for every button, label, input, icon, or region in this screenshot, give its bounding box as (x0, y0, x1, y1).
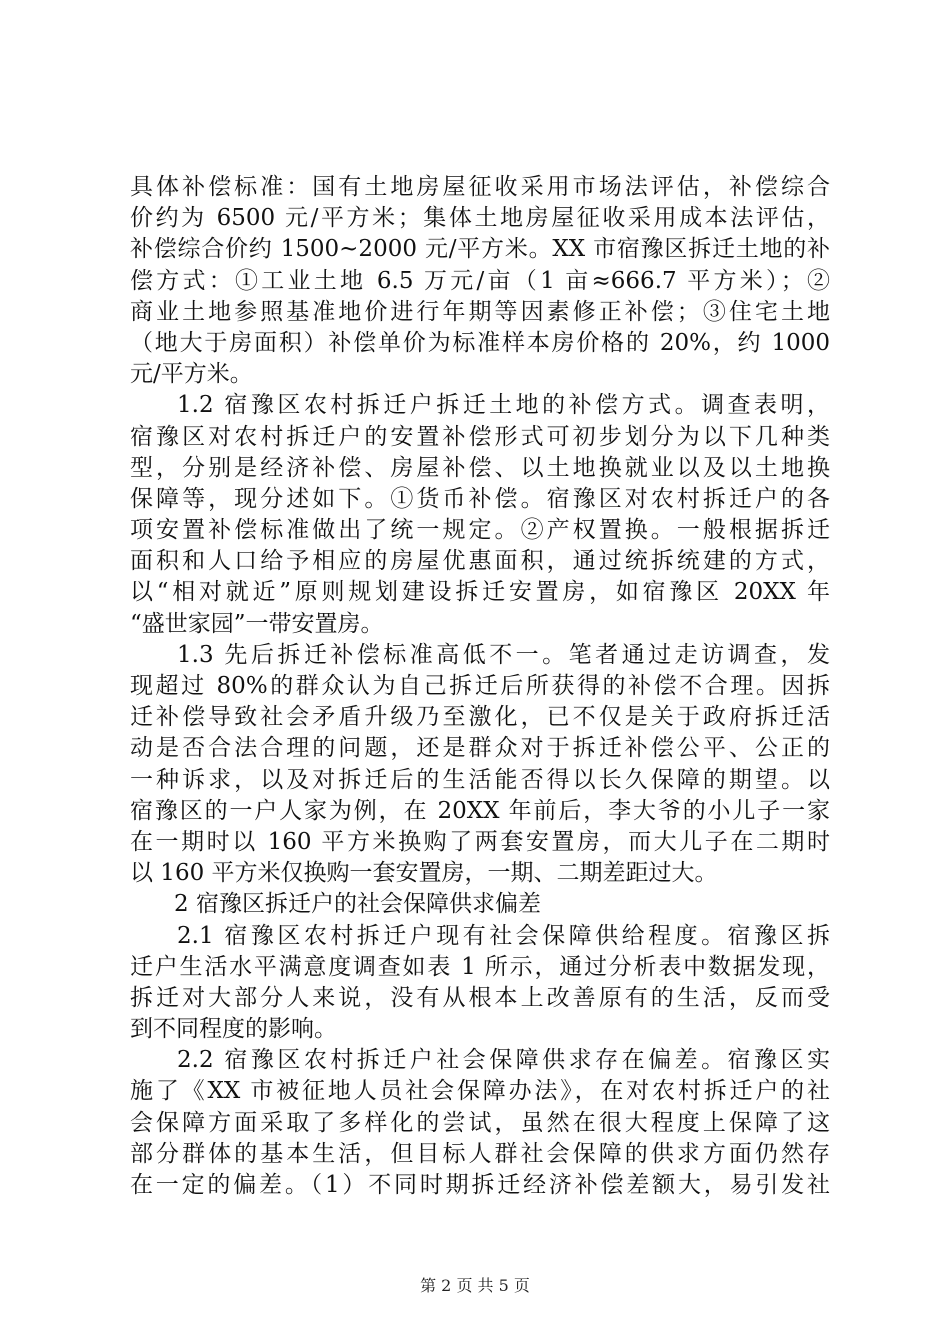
text-line: 面积和人口给予相应的房屋优惠面积，通过统拆统建的方式， (130, 548, 830, 575)
section-1-3-first-line: 1.3 先后拆迁补偿标准高低不一。笔者通过走访调查，发 (177, 641, 830, 668)
section-2-2-first-line: 2.2 宿豫区农村拆迁户社会保障供求存在偏差。宿豫区实 (177, 1047, 830, 1074)
text-line: 型，分别是经济补偿、房屋补偿、以土地换就业以及以土地换 (130, 454, 830, 481)
text-line: 项安置补偿标准做出了统一规定。②产权置换。一般根据拆迁 (130, 517, 830, 544)
text-line: 保障等，现分述如下。①货币补偿。宿豫区对农村拆迁户的各 (130, 485, 830, 512)
text-line: 以“相对就近”原则规划建设拆迁安置房，如宿豫区 20XX 年 (130, 579, 830, 606)
text-line: 迁补偿导致社会矛盾升级乃至激化，已不仅是关于政府拆迁活 (130, 704, 830, 731)
text-line: 动是否合法合理的问题，还是群众对于拆迁补偿公平、公正的 (130, 735, 830, 762)
section-2-1-first-line: 2.1 宿豫区农村拆迁户现有社会保障供给程度。宿豫区拆 (177, 922, 830, 949)
text-line: 宿豫区对农村拆迁户的安置补偿形式可初步划分为以下几种类 (130, 423, 830, 450)
text-line: 一种诉求，以及对拆迁后的生活能否得以长久保障的期望。以 (130, 766, 830, 793)
text-line: 拆迁对大部分人来说，没有从根本上改善原有的生活，反而受 (130, 984, 830, 1011)
page-number-footer: 第 2 页 共 5 页 (420, 1276, 530, 1295)
body-text (130, 172, 830, 1201)
text-line: 迁户生活水平满意度调查如表 1 所示，通过分析表中数据发现， (130, 953, 830, 980)
text-line: （地大于房面积）补偿单价为标准样本房价格的 20%，约 1000 (130, 329, 830, 356)
text-line: 宿豫区的一户人家为例，在 20XX 年前后，李大爷的小儿子一家 (130, 797, 830, 824)
text-line: 在一定的偏差。（1）不同时期拆迁经济补偿差额大，易引发社 (130, 1172, 830, 1198)
text-line: 到不同程度的影响。 (130, 1016, 337, 1043)
text-line: 现超过 80%的群众认为自己拆迁后所获得的补偿不合理。因拆 (130, 673, 830, 699)
text-line: 会保障方面采取了多样化的尝试，虽然在很大程度上保障了这 (130, 1109, 830, 1136)
text-line: 元/平方米。 (130, 361, 253, 388)
text-line: 以 160 平方米仅换购一套安置房，一期、二期差距过大。 (130, 860, 718, 887)
section-1-2-first-line: 1.2 宿豫区农村拆迁户拆迁土地的补偿方式。调查表明， (177, 392, 830, 419)
text-line: 部分群体的基本生活，但目标人群社会保障的供求方面仍然存 (130, 1140, 830, 1167)
text-line: “盛世家园”一带安置房。 (130, 610, 384, 637)
text-line: 具体补偿标准：国有土地房屋征收采用市场法评估，补偿综合 (130, 174, 830, 200)
text-line: 商业土地参照基准地价进行年期等因素修正补偿；③住宅土地 (130, 298, 830, 325)
section-2-heading: 2 宿豫区拆迁户的社会保障供求偏差 (174, 891, 541, 918)
text-line: 补偿综合价约 1500~2000 元/平方米。XX 市宿豫区拆迁土地的补 (130, 236, 830, 263)
text-line: 在一期时以 160 平方米换购了两套安置房，而大儿子在二期时 (130, 828, 830, 855)
text-line: 价约为 6500 元/平方米；集体土地房屋征收采用成本法评估， (130, 205, 830, 232)
text-line: 施了《XX 市被征地人员社会保障办法》，在对农村拆迁户的社 (130, 1078, 830, 1105)
text-line: 偿方式：①工业土地 6.5 万元/亩（1 亩≈666.7 平方米）；② (130, 267, 830, 294)
